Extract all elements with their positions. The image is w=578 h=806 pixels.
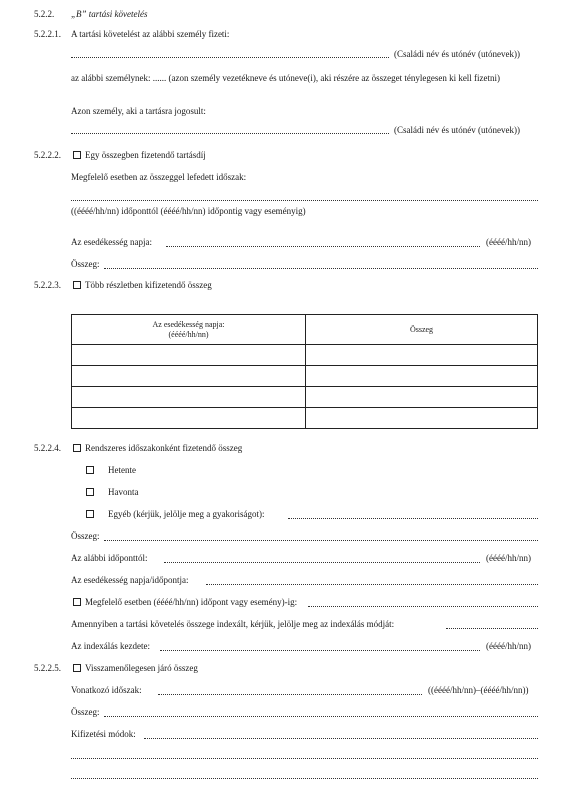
due-date-hint: (éééé/hh/nn) <box>486 237 531 247</box>
until-checkbox[interactable] <box>73 598 81 606</box>
due-date-column-format: (éééé/hh/nn) <box>168 329 209 339</box>
installments-table <box>71 314 538 429</box>
table-row <box>72 366 538 387</box>
section-number: 5.2.2. <box>34 9 55 19</box>
retro-amount-field[interactable] <box>104 716 538 717</box>
indexation-method-label: Amennyiben a tartási követelés összege indexált, kérjük, jelölje meg az indexálás módját: <box>71 619 395 629</box>
retro-period-label: Vonatkozó időszak: <box>71 685 142 695</box>
installments-title: Több részletben kifizetendő összeg <box>85 280 212 290</box>
payment-methods-label: Kifizetési módok: <box>71 729 136 739</box>
table-row <box>72 387 538 408</box>
due-date-column-header <box>72 315 306 345</box>
beneficiary-label: Azon személy, aki a tartásra jogosult: <box>71 106 206 116</box>
periodic-amount-field[interactable] <box>104 540 538 541</box>
section-number: 5.2.2.1. <box>34 29 61 39</box>
retro-period-field[interactable] <box>158 694 422 695</box>
retro-amount-label: Összeg: <box>71 707 100 717</box>
due-date-cell[interactable] <box>72 408 306 429</box>
retro-period-hint: ((éééé/hh/nn)–(éééé/hh/nn)) <box>428 685 529 695</box>
due-date-field[interactable] <box>166 246 480 247</box>
payment-methods-field-line3[interactable] <box>71 778 538 779</box>
periodic-checkbox[interactable] <box>73 444 81 452</box>
section-number: 5.2.2.3. <box>34 280 61 290</box>
section-number: 5.2.2.2. <box>34 150 61 160</box>
from-date-field[interactable] <box>164 562 480 563</box>
section-number: 5.2.2.5. <box>34 663 61 673</box>
monthly-checkbox[interactable] <box>86 488 94 496</box>
amount-cell[interactable] <box>306 345 538 366</box>
beneficiary-name-hint: (Családi név és utónév (utónevek)) <box>394 125 520 135</box>
periodic-title: Rendszeres időszakonként fizetendő összeg <box>85 443 243 453</box>
weekly-label: Hetente <box>108 465 136 475</box>
indexation-method-field[interactable] <box>446 628 538 629</box>
covered-period-field[interactable] <box>71 200 538 201</box>
section-title: „B” tartási követelés <box>71 9 148 19</box>
indexation-start-label: Az indexálás kezdete: <box>71 641 150 651</box>
payer-name-hint: (Családi név és utónév (utónevek)) <box>394 49 520 59</box>
due-date-cell[interactable] <box>72 345 306 366</box>
from-date-label: Az alábbi időponttól: <box>71 553 148 563</box>
due-date-label: Az esedékesség napja: <box>71 237 152 247</box>
monthly-label: Havonta <box>108 487 139 497</box>
other-frequency-checkbox[interactable] <box>86 510 94 518</box>
amount-label: Összeg: <box>71 259 100 269</box>
payment-methods-field[interactable] <box>144 738 538 739</box>
due-date-column-title: Az esedékesség napja: <box>152 319 225 329</box>
amount-cell[interactable] <box>306 408 538 429</box>
retroactive-checkbox[interactable] <box>73 664 81 672</box>
beneficiary-name-field[interactable] <box>71 133 389 134</box>
due-date-cell[interactable] <box>72 366 306 387</box>
from-date-hint: (éééé/hh/nn) <box>486 553 531 563</box>
amount-cell[interactable] <box>306 387 538 408</box>
until-label: Megfelelő esetben (éééé/hh/nn) időpont vagy esemény)-ig: <box>85 597 298 607</box>
amount-cell[interactable] <box>306 366 538 387</box>
retroactive-title: Visszamenőlegesen járó összeg <box>85 663 198 673</box>
section-number: 5.2.2.4. <box>34 443 61 453</box>
amount-field[interactable] <box>104 268 538 269</box>
payment-methods-field-line2[interactable] <box>71 758 538 759</box>
covered-period-hint: ((éééé/hh/nn) időponttól (éééé/hh/nn) időpontig vagy eseményig) <box>71 206 306 216</box>
lump-sum-title: Egy összegben fizetendő tartásdíj <box>85 150 206 160</box>
due-date-cell[interactable] <box>72 387 306 408</box>
table-row <box>72 345 538 366</box>
periodic-amount-label: Összeg: <box>71 531 100 541</box>
indexation-start-field[interactable] <box>160 650 480 651</box>
amount-column-header: Összeg <box>306 315 538 345</box>
recipient-label: az alábbi személynek: ...... (azon személy vezetékneve és utóneve(i), aki részére az összeget ténylegesen ki kell fizetni) <box>71 73 501 83</box>
periodic-due-field[interactable] <box>206 584 538 585</box>
table-row <box>72 408 538 429</box>
covered-period-label: Megfelelő esetben az összeggel lefedett időszak: <box>71 172 247 182</box>
other-frequency-label: Egyéb (kérjük, jelölje meg a gyakoriságot): <box>108 509 265 519</box>
indexation-start-hint: (éééé/hh/nn) <box>486 641 531 651</box>
weekly-checkbox[interactable] <box>86 466 94 474</box>
periodic-due-label: Az esedékesség napja/időpontja: <box>71 575 189 585</box>
until-field[interactable] <box>308 606 538 607</box>
payer-name-field[interactable] <box>71 57 389 58</box>
other-frequency-field[interactable] <box>288 518 538 519</box>
payer-label: A tartási követelést az alábbi személy fizeti: <box>71 29 230 39</box>
installments-checkbox[interactable] <box>73 281 81 289</box>
lump-sum-checkbox[interactable] <box>73 151 81 159</box>
